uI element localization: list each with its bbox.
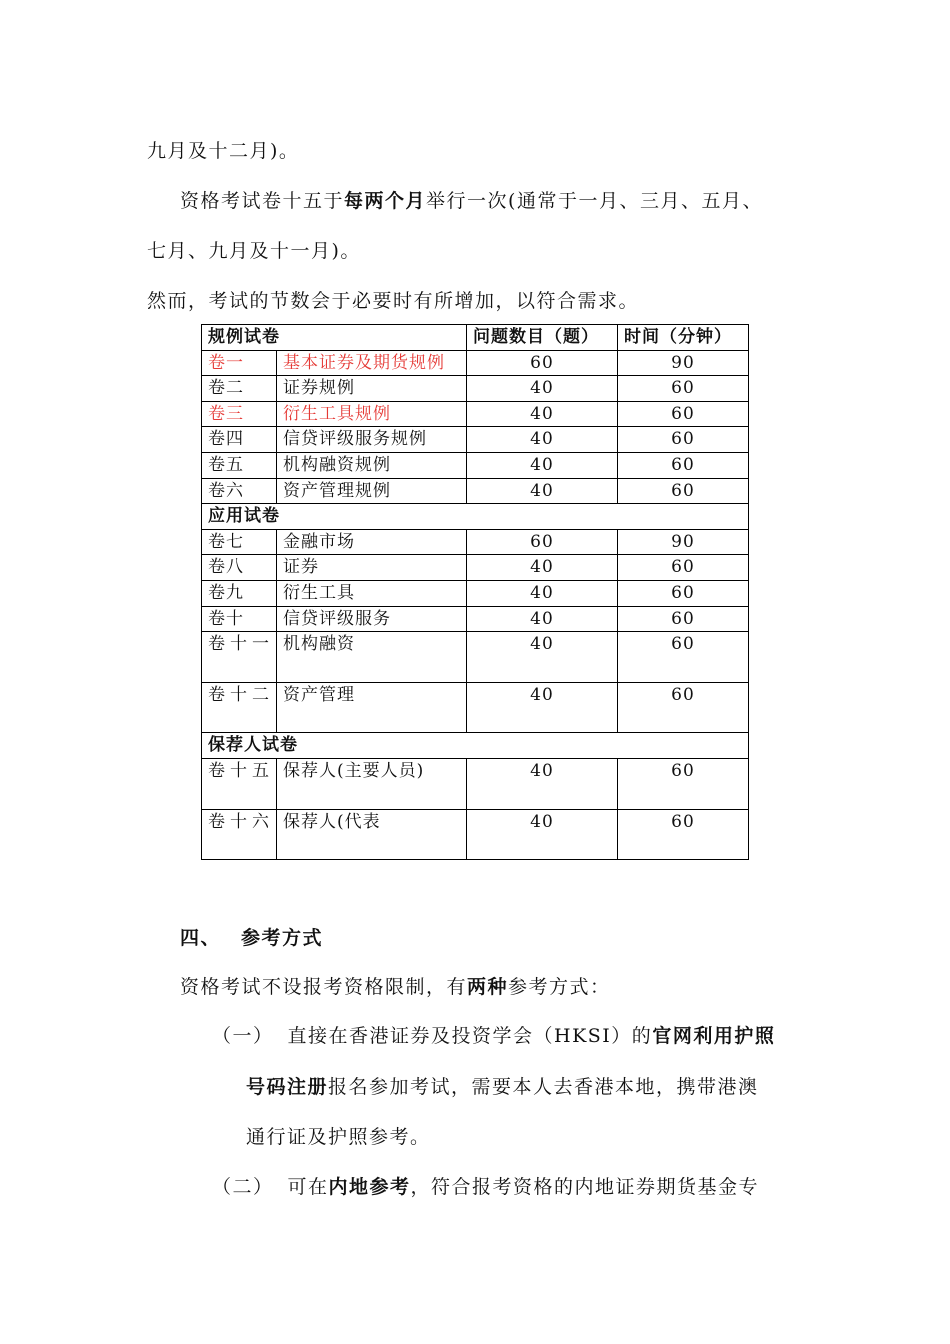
paragraph-text: 通行证及护照参考。 [246,1126,431,1148]
questions-cell: 40 [467,452,618,478]
list-item-2-line-1 [212,1175,759,1199]
paragraph-text: ，符合报考资格的内地证券期货基金专 [410,1176,760,1198]
table-row [202,606,749,632]
paper-cell: 卷六 [202,478,277,504]
questions-cell: 60 [467,529,618,555]
questions-cell: 40 [467,555,618,581]
paragraph-text: 七月、九月及十一月)。 [147,240,361,262]
questions-cell: 40 [467,682,618,733]
paper-cell: 卷十 [202,606,277,632]
minutes-cell: 60 [618,758,749,809]
paragraph-text: 然而，考试的节数会于必要时有所增加，以符合需求。 [147,290,640,312]
paragraph-text: 报名参加考试，需要本人去香港本地，携带港澳 [328,1076,759,1098]
paragraph-text: 资格考试卷十五于 [180,190,345,212]
questions-cell: 40 [467,401,618,427]
section-heading-text: 参考方式 [241,927,324,949]
section-heading-number: 四、 [180,927,222,949]
list-item-1-line-3 [246,1125,431,1149]
table-header-row [202,325,749,351]
table-row [202,632,749,683]
minutes-cell: 90 [618,350,749,376]
section-heading [180,926,323,950]
paper-cell: 卷七 [202,529,277,555]
paper-cell: 卷八 [202,555,277,581]
questions-cell: 40 [467,376,618,402]
paragraph-text: 参考方式： [508,976,611,998]
minutes-cell: 60 [618,809,749,860]
minutes-cell: 60 [618,682,749,733]
emphasis-text: 官网利用护照 [652,1025,776,1047]
minutes-cell: 60 [618,427,749,453]
minutes-cell: 60 [618,401,749,427]
emphasis-text: 内地参考 [328,1176,411,1198]
paragraph-line-2 [180,189,763,213]
minutes-cell: 60 [618,555,749,581]
emphasis-text: 每两个月 [344,190,427,212]
paper-name-cell: 信贷评级服务 [277,606,467,632]
table-row [202,580,749,606]
paper-name-cell: 机构融资规例 [277,452,467,478]
paper-cell: 卷十五 [202,758,277,809]
minutes-cell: 60 [618,452,749,478]
questions-cell: 40 [467,758,618,809]
section-title: 应用试卷 [202,504,749,530]
list-item-1-line-2 [246,1075,759,1099]
paper-name-cell: 资产管理规例 [277,478,467,504]
paper-name-cell: 证券规例 [277,376,467,402]
table-section-row [202,504,749,530]
paper-cell: 卷三 [202,401,277,427]
header-questions: 问题数目（题） [467,325,618,351]
minutes-cell: 60 [618,606,749,632]
emphasis-text: 号码注册 [246,1076,329,1098]
paper-cell: 卷十六 [202,809,277,860]
header-minutes: 时间（分钟） [618,325,749,351]
paper-name-cell: 衍生工具 [277,580,467,606]
paper-cell: 卷五 [202,452,277,478]
table-row [202,758,749,809]
list-number: （一） [212,1025,274,1047]
section-title: 保荐人试卷 [202,733,749,759]
paragraph-text: 直接在香港证券及投资学会（HKSI）的 [287,1025,653,1047]
paragraph-line-1 [147,139,299,163]
paper-cell: 卷二 [202,376,277,402]
paragraph-text: 九月及十二月)。 [147,140,300,162]
table-row [202,555,749,581]
paper-name-cell: 证券 [277,555,467,581]
questions-cell: 40 [467,580,618,606]
paper-name-cell: 保荐人(代表 [277,809,467,860]
emphasis-text: 两种 [467,976,509,998]
table-row [202,529,749,555]
minutes-cell: 60 [618,376,749,402]
questions-cell: 40 [467,809,618,860]
minutes-cell: 60 [618,478,749,504]
questions-cell: 40 [467,478,618,504]
paper-name-cell: 机构融资 [277,632,467,683]
questions-cell: 60 [467,350,618,376]
table-row [202,376,749,402]
header-paper: 规例试卷 [202,325,467,351]
paragraph-text: 可在 [287,1176,329,1198]
paper-cell: 卷九 [202,580,277,606]
paragraph-line-3 [147,239,361,263]
list-number: （二） [212,1176,274,1198]
paragraph-text: 举行一次(通常于一月、三月、五月、 [426,190,763,212]
minutes-cell: 60 [618,632,749,683]
table-row [202,427,749,453]
paper-cell: 卷一 [202,350,277,376]
table-row [202,401,749,427]
table-row [202,350,749,376]
minutes-cell: 60 [618,580,749,606]
paper-cell: 卷十一 [202,632,277,683]
paper-cell: 卷十二 [202,682,277,733]
paper-name-cell: 保荐人(主要人员) [277,758,467,809]
paragraph-line-4 [147,289,639,313]
paragraph-text: 资格考试不设报考资格限制，有 [180,976,468,998]
section4-intro [180,975,611,999]
questions-cell: 40 [467,632,618,683]
paper-cell: 卷四 [202,427,277,453]
questions-cell: 40 [467,427,618,453]
table-row [202,478,749,504]
questions-cell: 40 [467,606,618,632]
paper-name-cell: 基本证券及期货规例 [277,350,467,376]
table-row [202,809,749,860]
table-row [202,682,749,733]
exam-paper-table [201,324,749,860]
paper-name-cell: 资产管理 [277,682,467,733]
table-section-row [202,733,749,759]
table-row [202,452,749,478]
minutes-cell: 90 [618,529,749,555]
paper-name-cell: 金融市场 [277,529,467,555]
paper-name-cell: 衍生工具规例 [277,401,467,427]
paper-name-cell: 信贷评级服务规例 [277,427,467,453]
list-item-1-line-1 [212,1024,775,1048]
